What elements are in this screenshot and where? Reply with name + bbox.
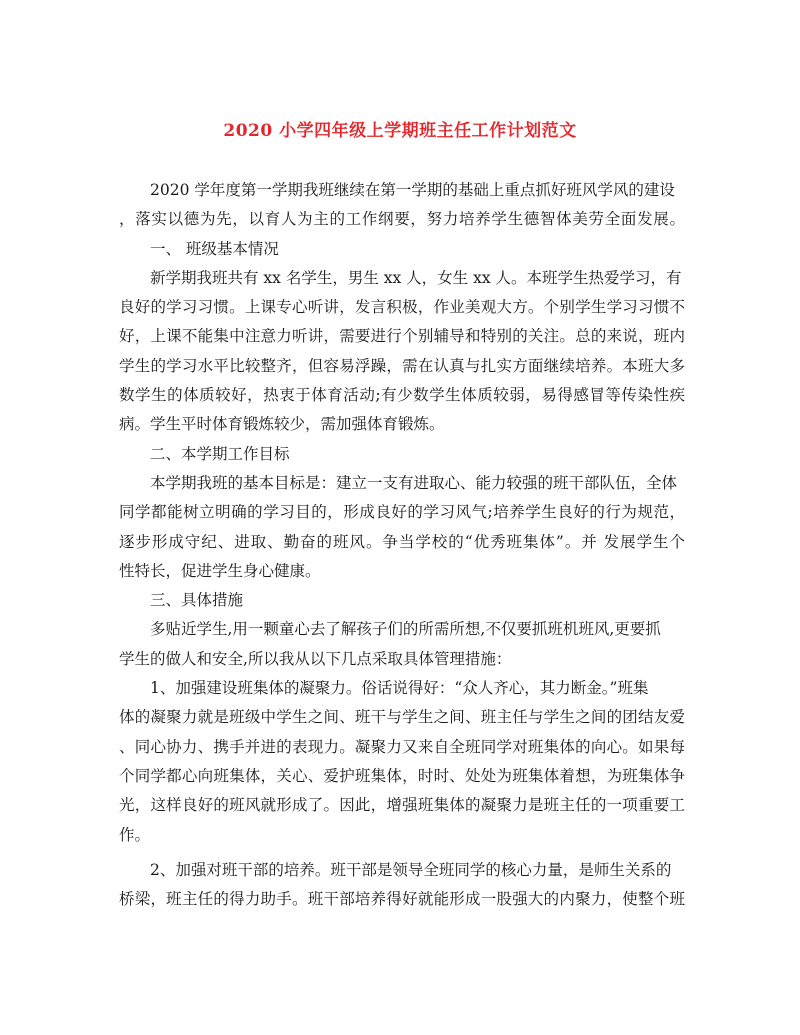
document-body (119, 176, 685, 914)
paragraph-line: 、同心协力、携手并进的表现力。凝聚力又来自全班同学对班集体的向心。如果每 (119, 737, 685, 756)
paragraph-line: 2020 学年度第一学期我班继续在第一学期的基础上重点抓好班风学风的建设 (150, 181, 675, 199)
paragraph-line: 作。 (119, 825, 151, 844)
paragraph-line: 光，这样良好的班风就形成了。因此，增强班集体的凝聚力是班主任的一项重要工 (119, 796, 685, 815)
paragraph-line: 体的凝聚力就是班级中学生之间、班干与学生之间、班主任与学生之间的团结友爱 (119, 708, 685, 727)
paragraph-line: 学生的做人和安全,所以我从以下几点采取具体管理措施： (119, 649, 512, 668)
section-heading: 一、 班级基本情况 (150, 239, 279, 258)
paragraph-line: 学生的学习水平比较整齐，但容易浮躁，需在认真与扎实方面继续培养。本班大多 (119, 356, 685, 375)
document-title: 2020 小学四年级上学期班主任工作计划范文 (223, 121, 577, 141)
paragraph-line: 1、加强建设班集体的凝聚力。俗话说得好：“众人齐心，其力断金。”班集 (150, 679, 649, 698)
paragraph-line: 多贴近学生,用一颗童心去了解孩子们的所需所想,不仅要抓班机班风,更要抓 (150, 620, 661, 639)
section-heading: 三、具体措施 (150, 591, 244, 610)
paragraph-line: 2、加强对班干部的培养。班干部是领导全班同学的核心力量，是师生关系的 (150, 860, 672, 879)
paragraph-line: 桥梁，班主任的得力助手。班干部培养得好就能形成一股强大的内聚力，使整个班 (119, 890, 685, 909)
paragraph-line: 个同学都心向班集体，关心、爱护班集体，时时、处处为班集体着想，为班集体争 (119, 766, 685, 785)
paragraph-line: 同学都能树立明确的学习目的，形成良好的学习风气;培养学生良好的行为规范， (119, 503, 685, 522)
paragraph-line: 本学期我班的基本目标是：建立一支有进取心、能力较强的班干部队伍，全体 (150, 473, 678, 492)
paragraph-line: ，落实以德为先，以育人为主的工作纲要，努力培养学生德智体美劳全面发展。 (119, 210, 685, 229)
paragraph-line: 新学期我班共有 xx 名学生，男生 xx 人，女生 xx 人。本班学生热爱学习，有 (150, 268, 682, 287)
paragraph-line: 性特长，促进学生身心健康。 (119, 561, 321, 580)
paragraph-line: 病。学生平时体育锻炼较少，需加强体育锻炼。 (119, 415, 445, 434)
paragraph-line: 好，上课不能集中注意力听讲，需要进行个别辅导和特别的关注。总的来说，班内 (119, 327, 685, 346)
paragraph-line: 数学生的体质较好，热衷于体育活动;有少数学生体质较弱，易得感冒等传染性疾 (119, 386, 685, 405)
paragraph-line: 逐步形成守纪、进取、勤奋的班风。争当学校的“优秀班集体”。并 发展学生个 (119, 532, 685, 551)
section-heading: 二、本学期工作目标 (150, 444, 290, 463)
paragraph-line: 良好的学习习惯。上课专心听讲，发言积极，作业美观大方。个别学生学习习惯不 (119, 298, 685, 317)
